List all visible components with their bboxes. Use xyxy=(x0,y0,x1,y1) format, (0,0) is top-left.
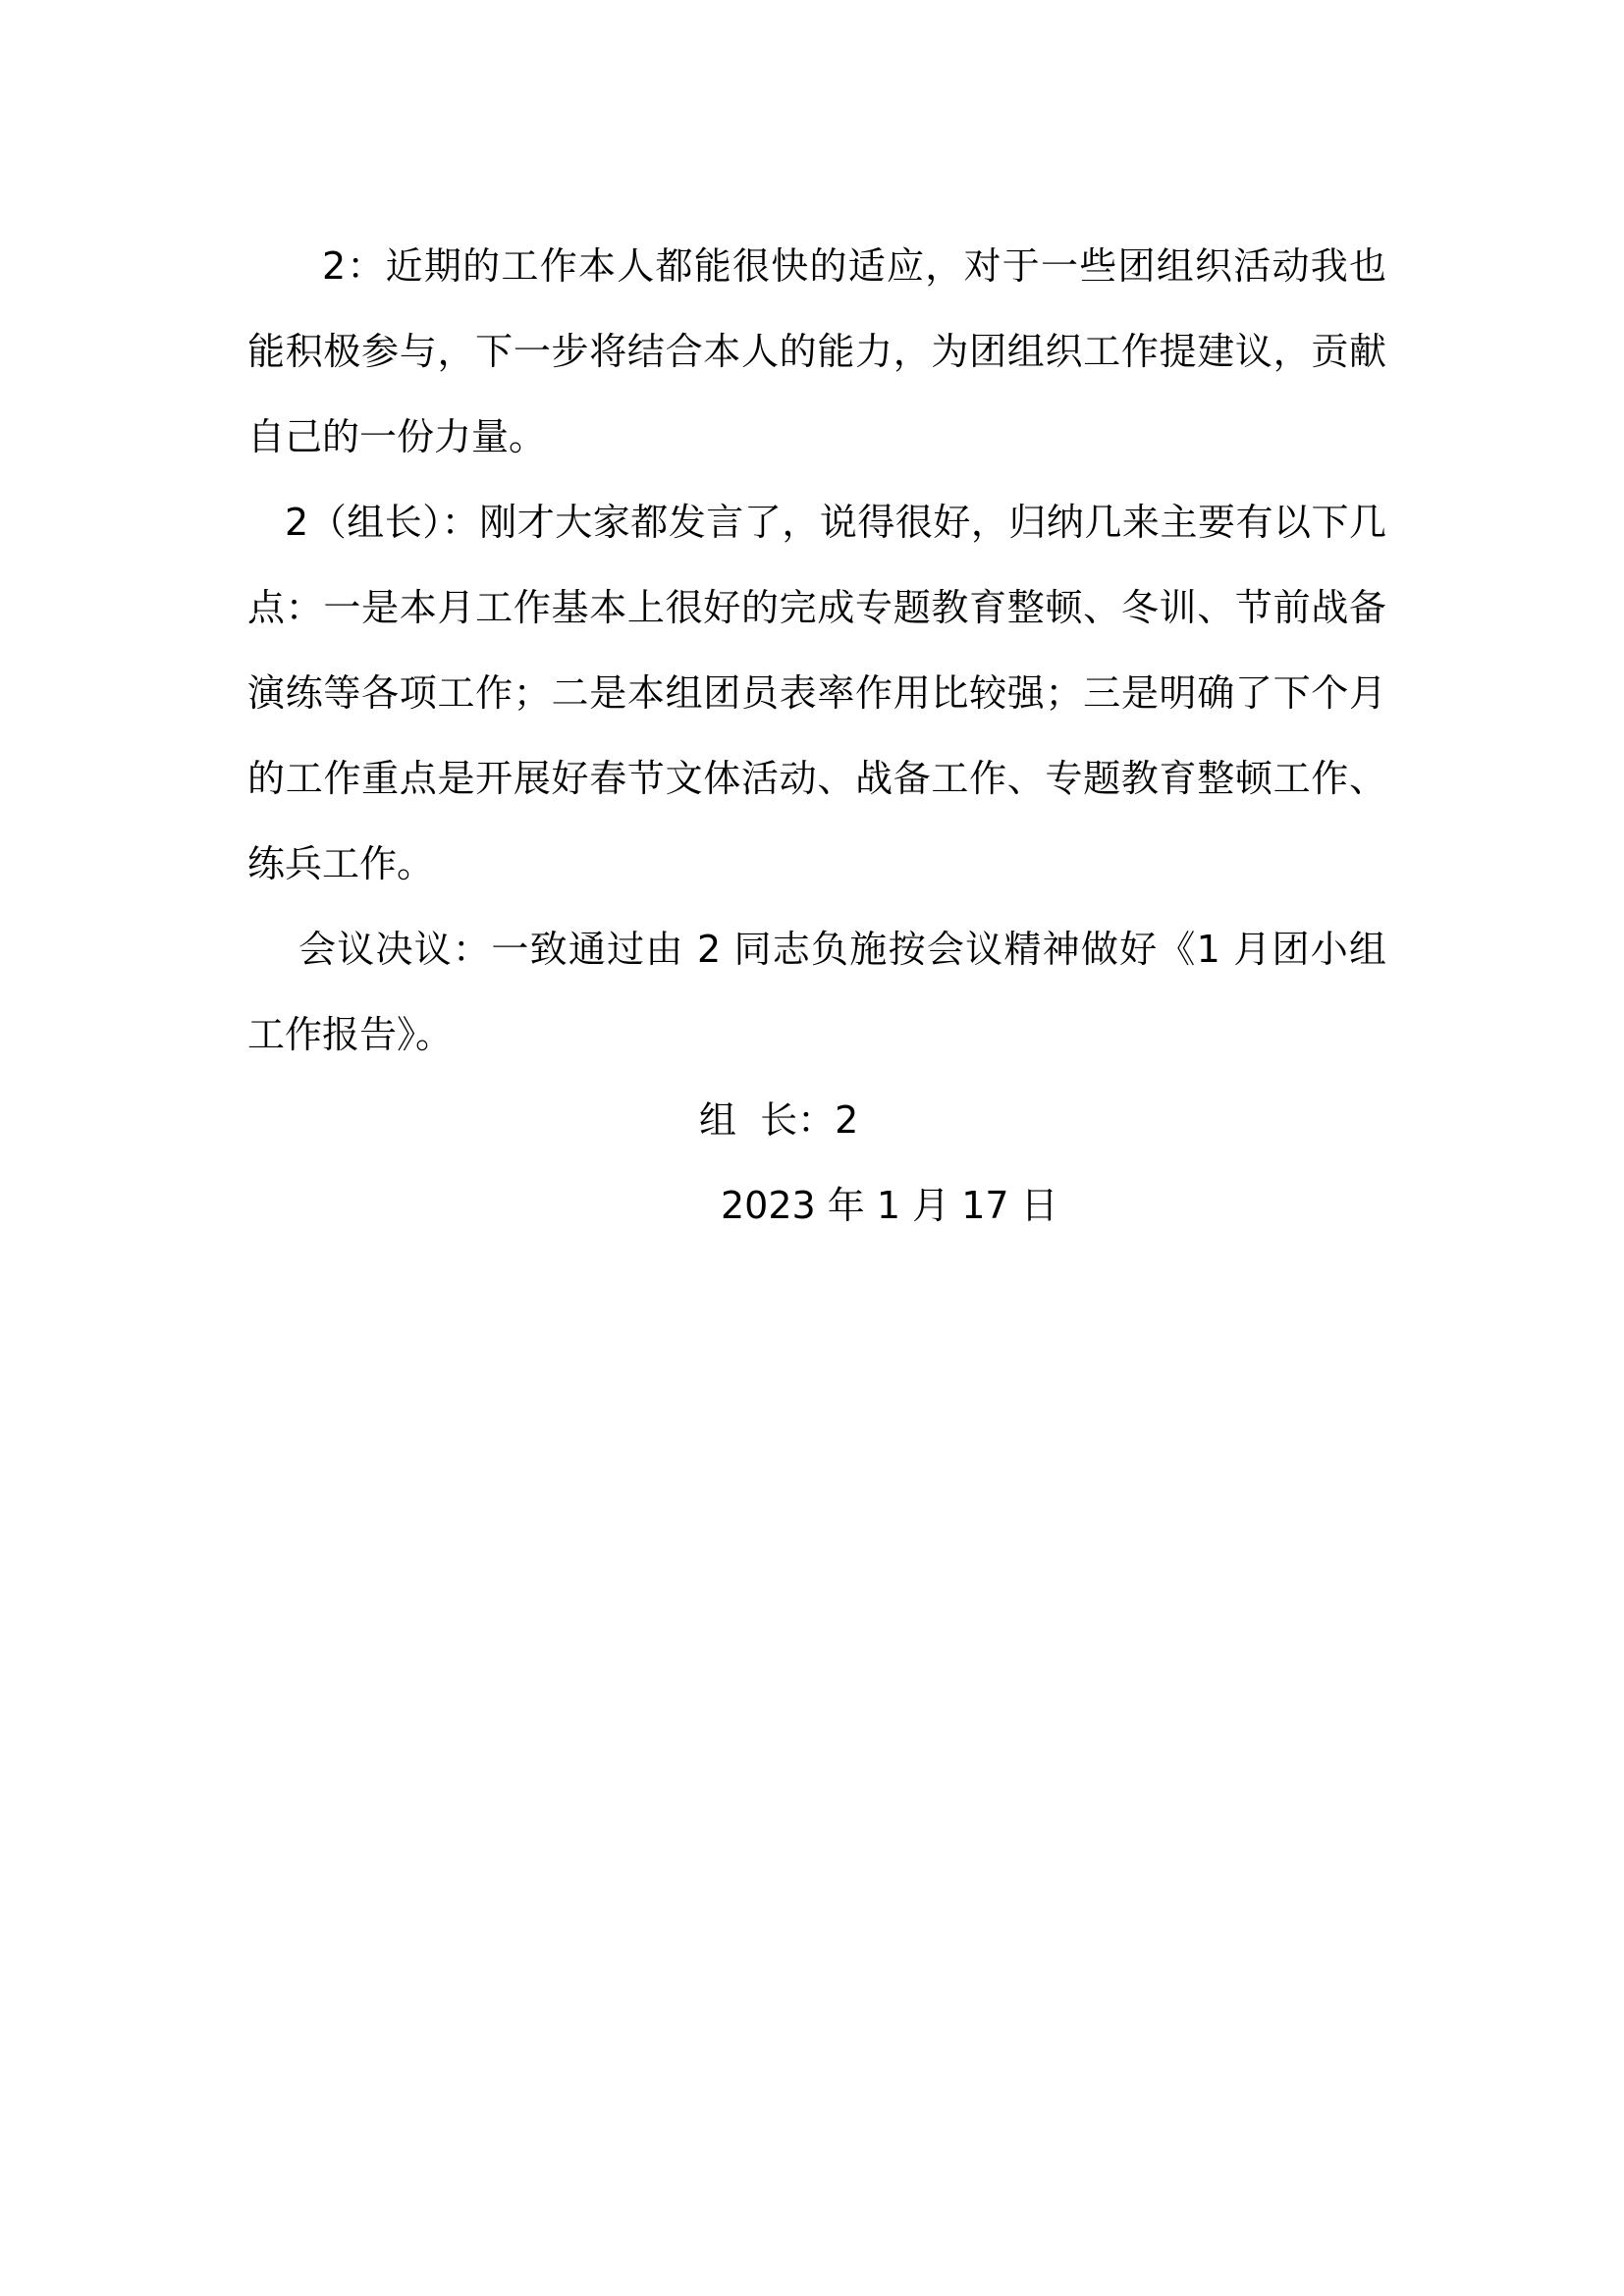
signature-line: 组 长：2 xyxy=(699,1098,859,1142)
date-line: 2023 年 1 月 17 日 xyxy=(721,1184,1058,1227)
paragraph-member-statement: 2：近期的工作本人都能很快的适应，对于一些团组织活动我也能积极参与，下一步将结合本人的能力，为团组织工作提建议，贡献自己的一份力量。 xyxy=(247,244,1386,458)
paragraph-meeting-resolution: 会议决议：一致通过由 2 同志负施按会议精神做好《1 月团小组工作报告》。 xyxy=(247,928,1386,1056)
paragraph-leader-summary: 2（组长）：刚才大家都发言了，说得很好，归纳几来主要有以下几点：一是本月工作基本上很好的完成专题教育整顿、冬训、节前战备演练等各项工作；二是本组团员表率作用比较强；三是明确了下个月的工作重点是开展好春节文体活动、战备工作、专题教育整顿工作、练兵工作。 xyxy=(247,501,1386,885)
document-body xyxy=(247,224,1386,1078)
